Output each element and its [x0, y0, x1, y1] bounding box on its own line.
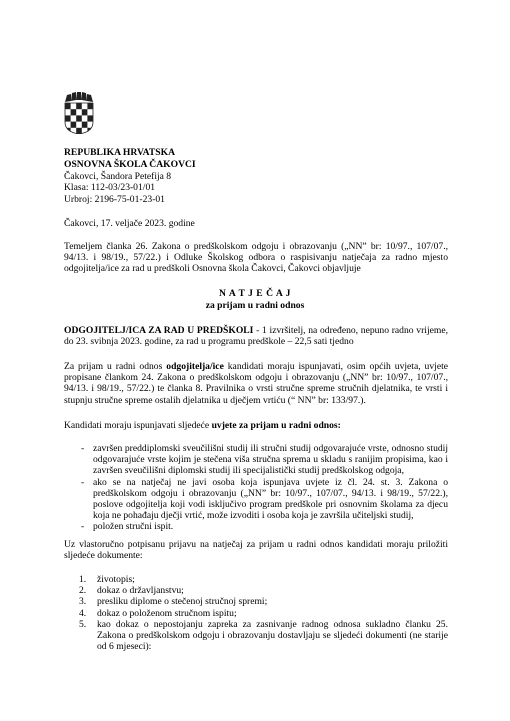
conditions-paragraph: [64, 361, 448, 406]
header-address: Čakovci, Šandora Petefija 8: [64, 171, 172, 182]
list-item: 2. dokaz o državljanstvu;: [79, 585, 184, 597]
croatian-coat-of-arms-icon: [64, 92, 94, 134]
header-urbroj: Urbroj: 2196-75-01-23-01: [64, 194, 165, 205]
notice-subtitle: za prijam u radni odnos: [205, 300, 305, 311]
position-name: ODGOJITELJ/ICA ZA RAD U PREDŠKOLI: [64, 325, 254, 336]
list-item: 3. presliku diplome o stečenoj stručnoj spremi;: [79, 596, 268, 608]
header-republic: REPUBLIKA HRVATSKA: [64, 147, 175, 158]
list-item: - položen stručni ispit.: [79, 521, 448, 532]
conditions-after: kandidati moraju ispunjavati, osim općih uvjeta, uvjete propisane člankom 24. Zakona o predškolskom odgoju i obrazovanju („NN” br: 10/97., 107/07., 94/13. i 98/19., 57/22.) te članka 8. Pravilnika o vrsti stručne spreme stručnih djelatnika, te vrsti i stupnju stručne spreme ostalih djelatnika u dječjem vrtiću (“ NN” br: 133/97.).: [64, 361, 448, 406]
document-date: Čakovci, 17. veljače 2023. godine: [64, 218, 195, 229]
requirements-bold: uvjete za prijam u radni odnos:: [211, 420, 341, 431]
conditions-bold: odgojitelja/ice: [166, 361, 224, 372]
requirements-intro: [64, 420, 448, 431]
documents-intro: Uz vlastoručno potpisanu prijavu na natječaj za prijam u radni odnos kandidati moraju priložiti sljedeće dokumente:: [64, 539, 448, 562]
conditions-before: Za prijam u radni odnos: [64, 361, 167, 372]
list-item: 1. životopis;: [79, 574, 135, 585]
list-item: - ako se na natječaj ne javi osoba koja ispunjava uvjete iz čl. 24. st. 3. Zakona o predškolskom odgoju i obrazovanju („NN” br: 10/97., 107/07., 94/13. i 98/19., 57/22.), poslove odgojitelja koji vodi isključivo program predškole pri osnovnim školama za djecu koja ne pohađaju dječji vrtić, može izvoditi i osoba koja je završila učiteljski studij,: [79, 477, 448, 522]
notice-title: N A T J E Č A J: [219, 288, 291, 299]
header-school-name: OSNOVNA ŠKOLA ČAKOVCI: [64, 159, 196, 170]
intro-paragraph: Temeljem članka 26. Zakona o predškolskom odgoju i obrazovanju („NN” br: 10/97., 107/07., 94/13. i 98/19., 57/22.) i Odluke Školskog odbora o raspisivanju natječaja za radno mjesto odgojitelja/ice za rad u predškoli Osnovna škola Čakovci, Čakovci objavljuje: [64, 241, 448, 275]
requirements-before: Kandidati moraju ispunjavati sljedeće: [64, 420, 212, 431]
list-item: - završen preddiplomski sveučilišni studij ili stručni studij odgovarajuće vrste, odnosno studij odgovarajuće vrste kojim je stečena viša stručna sprema u skladu s ranijim propisima, kao i završen sveučilišni diplomski studij ili specijalistički studij predškolskog odgoja,: [79, 443, 448, 477]
position-paragraph: [64, 325, 448, 347]
header-klasa: Klasa: 112-03/23-01/01: [64, 182, 156, 193]
list-item: 4. dokaz o položenom stručnom ispitu;: [79, 607, 237, 619]
requirements-list: [79, 443, 448, 533]
position-details: - 1 izvršitelj, na određeno, nepuno radno vrijeme, do 23. svibnja 2023. godine, za rad u programu predškole – 22,5 sati tjedno: [64, 325, 448, 348]
documents-list: [79, 574, 448, 652]
list-item: 5. kao dokaz o nepostojanju zapreka za zasnivanje radnog odnosa sukladno članku 25. Zakona o predškolskom odgoju i obrazovanju dostavljaju se sljedeći dokumenti (ne starije od 6 mjeseci):: [79, 618, 448, 653]
